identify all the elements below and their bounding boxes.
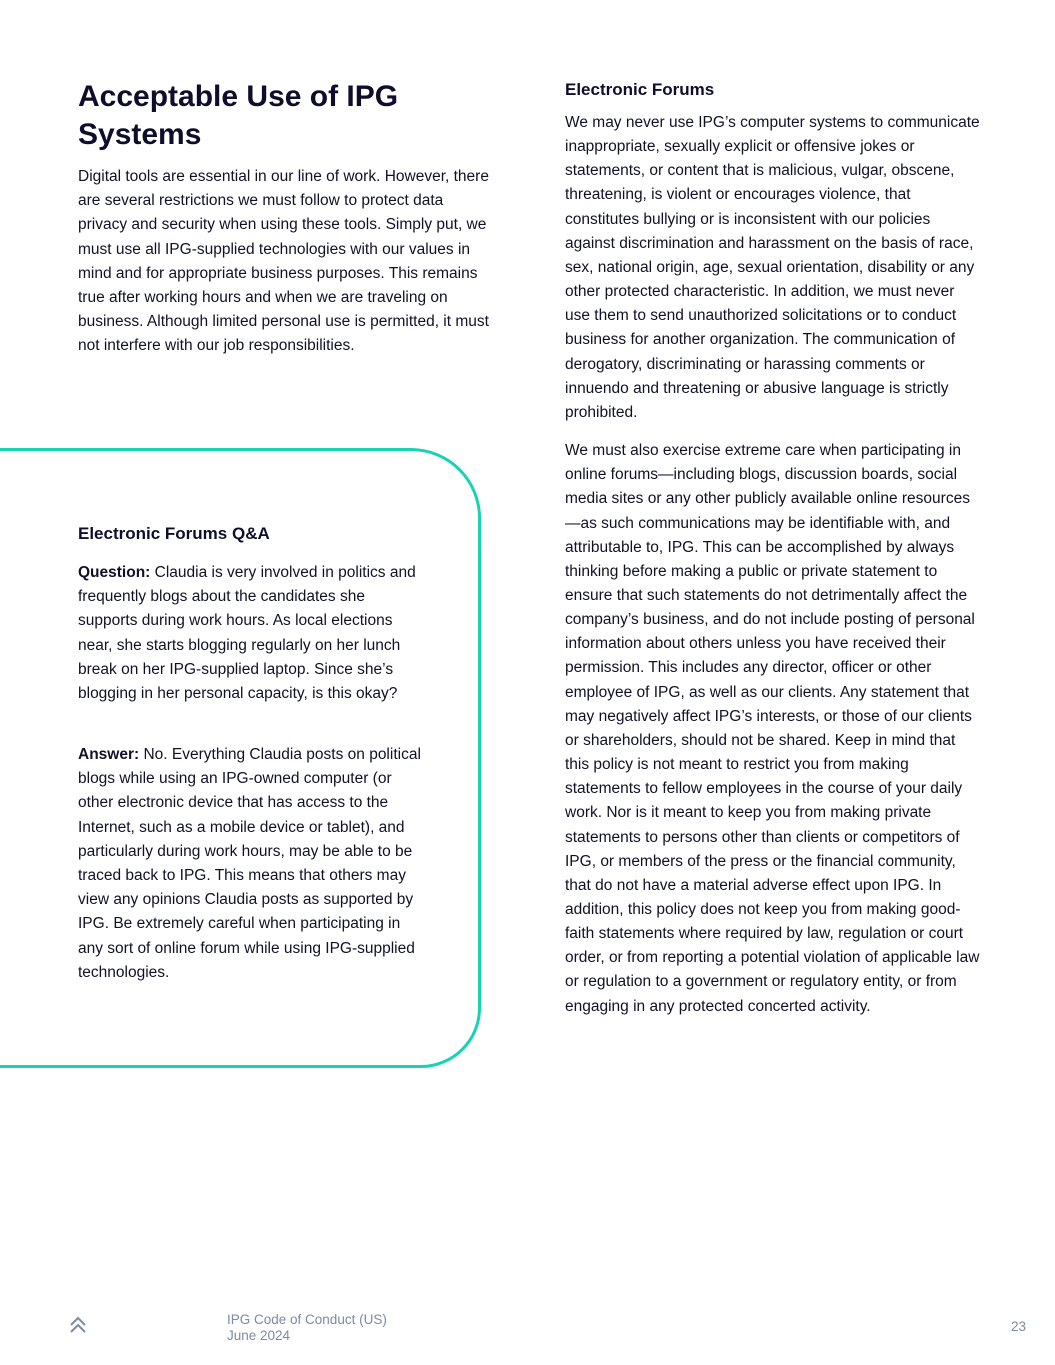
answer-text: No. Everything Claudia posts on political blogs while using an IPG-owned computer (or other electronic device that has access to the Internet, such as a mobile device or tablet), and particularly during work hours, may be able to be traced back to IPG. This means that others may view any opinions Claudia posts as supported by IPG. Be extremely careful when participating in any sort of online forum while using IPG-supplied technologies.	[78, 746, 421, 981]
right-column	[565, 78, 980, 1033]
question-label: Question:	[78, 564, 151, 581]
electronic-forums-paragraph-2: We must also exercise extreme care when participating in online forums—including blogs, discussion boards, social media sites or any other publicly available online resources—as such communications may be identifiable with, and attributable to, IPG. This can be accomplished by always thinking before making a public or private statement to ensure that such statements do not detrimentally affect the company’s business, and do not include posting of personal information about others unless you have received their permission. This includes any director, officer or other employee of IPG, as well as our clients. Any statement that may negatively affect IPG’s interests, or those of our clients or shareholders, should not be shared. Keep in mind that this policy is not meant to restrict you from making statements to fellow employees in the course of your daily work. Nor is it meant to keep you from making private statements to persons other than clients or competitors of IPG, or members of the press or the financial community, that do not have a material adverse effect upon IPG. In addition, this policy does not keep you from making good-faith statements where required by law, regulation or court order, or from reporting a potential violation of applicable law or regulation to a government or regulatory entity, or from engaging in any protected concerted activity.	[565, 442, 980, 1015]
qa-heading: Electronic Forums Q&A	[78, 524, 270, 543]
electronic-forums-heading: Electronic Forums	[565, 80, 715, 99]
footer-doc-title: IPG Code of Conduct (US)	[227, 1312, 387, 1327]
footer-doc-date: June 2024	[227, 1328, 291, 1343]
footer-document-info	[227, 1312, 387, 1344]
page-title: Acceptable Use of IPG Systems	[78, 80, 399, 151]
double-chevron-up-icon[interactable]	[68, 1315, 88, 1335]
intro-paragraph: Digital tools are essential in our line of work. However, there are several restrictions we must follow to protect data privacy and security when using these tools. Simply put, we must use all IPG-supplied technologies with our values in mind and for appropriate business purposes. This remains true after working hours and when we are traveling on business. Although limited personal use is permitted, it must not interfere with our job responsibilities.	[78, 168, 489, 355]
qa-question	[78, 561, 423, 706]
question-text: Claudia is very involved in politics and frequently blogs about the candidates she supports during work hours. As local elections near, she starts blogging regularly on her lunch break on her IPG-supplied laptop. Since she’s blogging in her personal capacity, is this okay?	[78, 564, 416, 703]
page-number: 23	[1010, 1319, 1026, 1334]
answer-label: Answer:	[78, 746, 140, 763]
electronic-forums-paragraph-1: We may never use IPG’s computer systems to communicate inappropriate, sexually explicit or offensive jokes or statements, or content that is malicious, vulgar, obscene, threatening, is violent or encourages violence, that constitutes bullying or is inconsistent with our policies against discrimination and harassment on the basis of race, sex, national origin, age, sexual orientation, disability or any other protected characteristic. In addition, we must never use them to send unauthorized solicitations or to conduct business for another organization. The communication of derogatory, discriminating or harassing comments or innuendo and threatening or abusive language is strictly prohibited.	[565, 114, 980, 421]
qa-answer	[78, 743, 423, 985]
